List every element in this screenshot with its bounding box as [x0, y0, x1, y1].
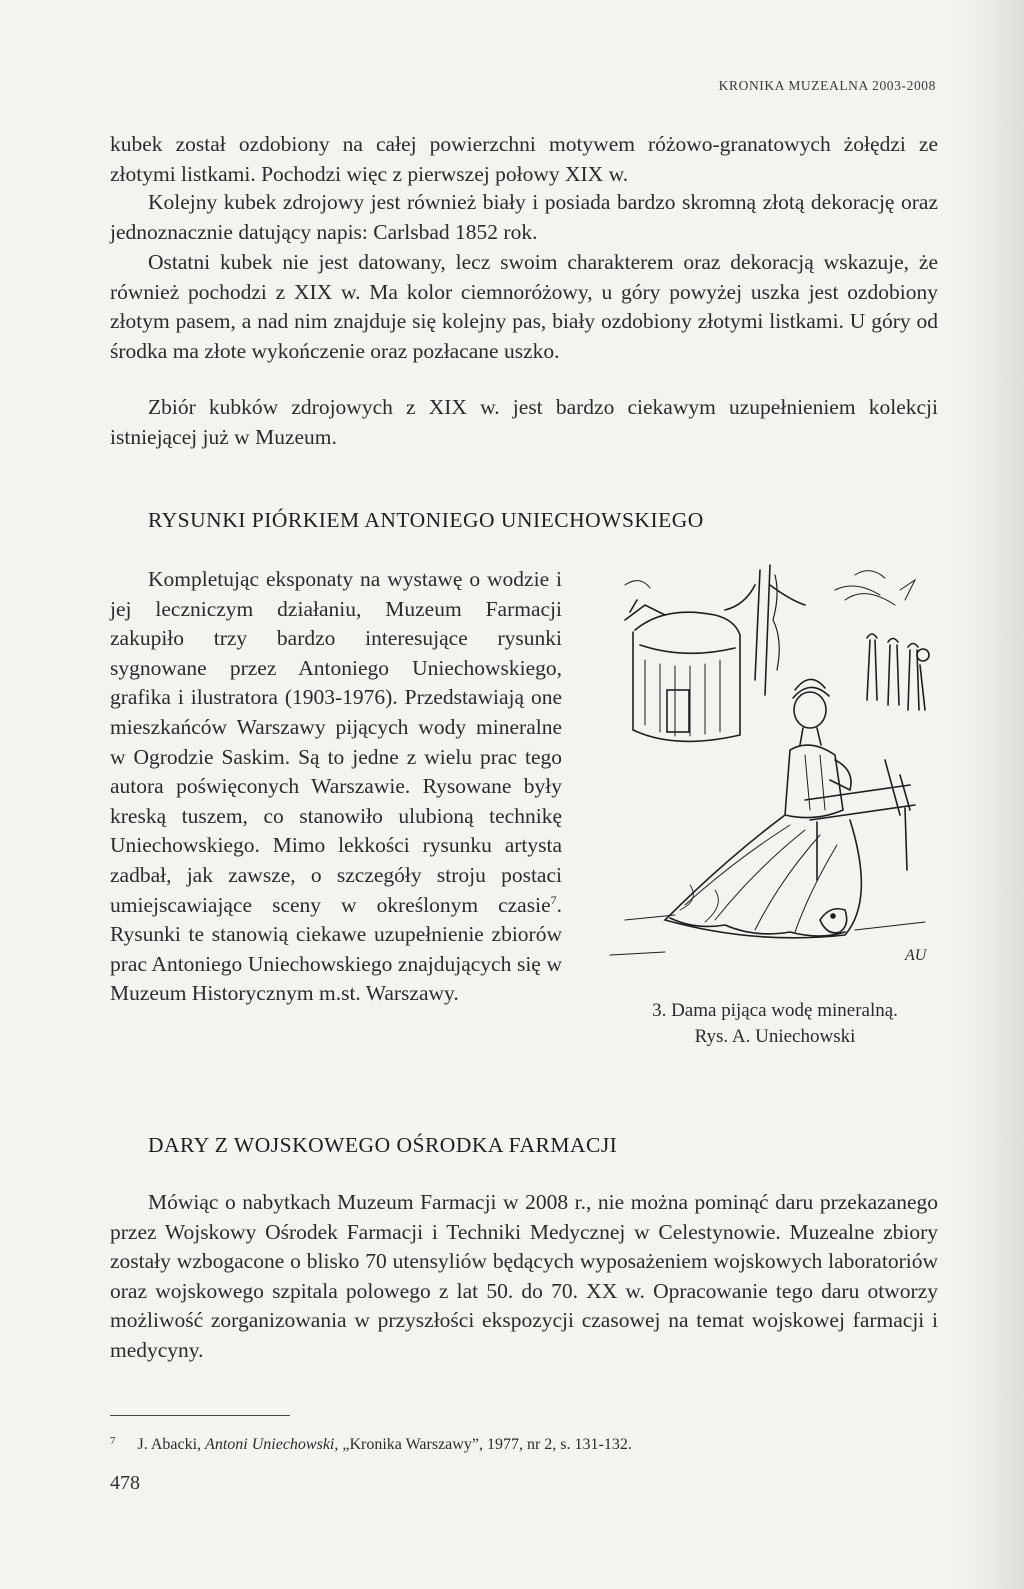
footnote-citation: , „Kronika Warszawy”, 1977, nr 2, s. 131-132. — [334, 1436, 632, 1453]
footnote — [110, 1430, 930, 1456]
body-paragraph: Ostatni kubek nie jest datowany, lecz swoim charakterem oraz dekoracją wskazuje, że również pochodzi z XIX w. Ma kolor ciemnoróżowy, u góry powyżej uszka jest ozdobiony złotym pasem, a nad nim znajduje się kolejny pas, biały ozdobiony złotymi listkami. U góry od środka ma złote wykończenie oraz pozłacane uszko. — [110, 250, 938, 363]
artist-signature: AU — [905, 947, 927, 964]
footnote-title: Antoni Uniechowski — [205, 1436, 335, 1453]
section-heading: DARY Z WOJSKOWEGO OŚRODKA FARMACJI — [148, 1133, 618, 1157]
section-text: Kompletując eksponaty na wystawę o wodzie i jej leczniczym działaniu, Muzeum Farmacji zakupiło trzy bardzo interesujące rysunki sygnowane przez Antoniego Uniechowskiego, grafika i ilustratora (1903-1976). Przedstawiają one mieszkańców Warszawy pijących wody mineralne w Ogrodzie Saskim. Są to jedne z wielu prac tego autora poświęconych Warszawie. Rysowane były kreską tuszem, co stanowiło ulubioną technikę Uniechowskiego. Mimo lekkości rysunku artysta zadbał, jak zawsze, o szczegóły stroju postaci umiejscawiające sceny w określonym czasie — [110, 567, 562, 917]
body-paragraph: Kolejny kubek zdrojowy jest również biały i posiada bardzo skromną złotą dekorację oraz jednoznacznie datujący napis: Carlsbad 1852 rok. — [110, 190, 938, 244]
footnote-mark: 7 — [110, 1435, 116, 1447]
caption-line: Rys. A. Uniechowski — [694, 1026, 856, 1047]
caption-line: 3. Dama pijąca wodę mineralną. — [652, 1000, 898, 1021]
running-head: KRONIKA MUZEALNA 2003-2008 — [718, 78, 936, 93]
footnote-divider — [110, 1415, 290, 1416]
body-paragraph: kubek został ozdobiony na całej powierzchni motywem różowo-granatowych żołędzi ze złotymi listkami. Pochodzi więc z pierwszej połowy XIX w. — [110, 132, 938, 186]
footnote-author: J. Abacki, — [137, 1436, 206, 1453]
ink-drawing-figure — [605, 560, 950, 980]
ink-drawing-illustration — [605, 560, 950, 980]
section-text-continued: . Rysunki te stanowią ciekawe uzupełnienie zbiorów prac Antoniego Uniechowskiego znajdujących się w Muzeum Historycznym m.st. Warszawy. — [110, 892, 562, 1006]
footnote-reference[interactable]: 7 — [550, 892, 557, 907]
section-paragraph — [110, 565, 562, 1009]
body-paragraph: Zbiór kubków zdrojowych z XIX w. jest bardzo ciekawym uzupełnieniem kolekcji istniejącej już w Muzeum. — [110, 395, 938, 449]
section-heading: RYSUNKI PIÓRKIEM ANTONIEGO UNIECHOWSKIEGO — [148, 508, 704, 532]
page-edge-shadow — [954, 0, 1024, 1589]
body-paragraph: Mówiąc o nabytkach Muzeum Farmacji w 2008 r., nie można pominąć daru przekazanego przez Wojskowy Ośrodek Farmacji i Techniki Medycznej w Celestynowie. Muzealne zbiory zostały wzbogacone o blisko 70 utensyliów będących wyposażeniem wojskowych laboratoriów oraz wojskowego szpitala polowego z lat 50. do 70. XX w. Opracowanie tego daru otworzy możliwość zorganizowania w przyszłości ekspozycji czasowej na temat wojskowej farmacji i medycyny. — [110, 1190, 938, 1362]
figure-caption — [615, 998, 935, 1050]
page-number: 478 — [110, 1472, 140, 1494]
